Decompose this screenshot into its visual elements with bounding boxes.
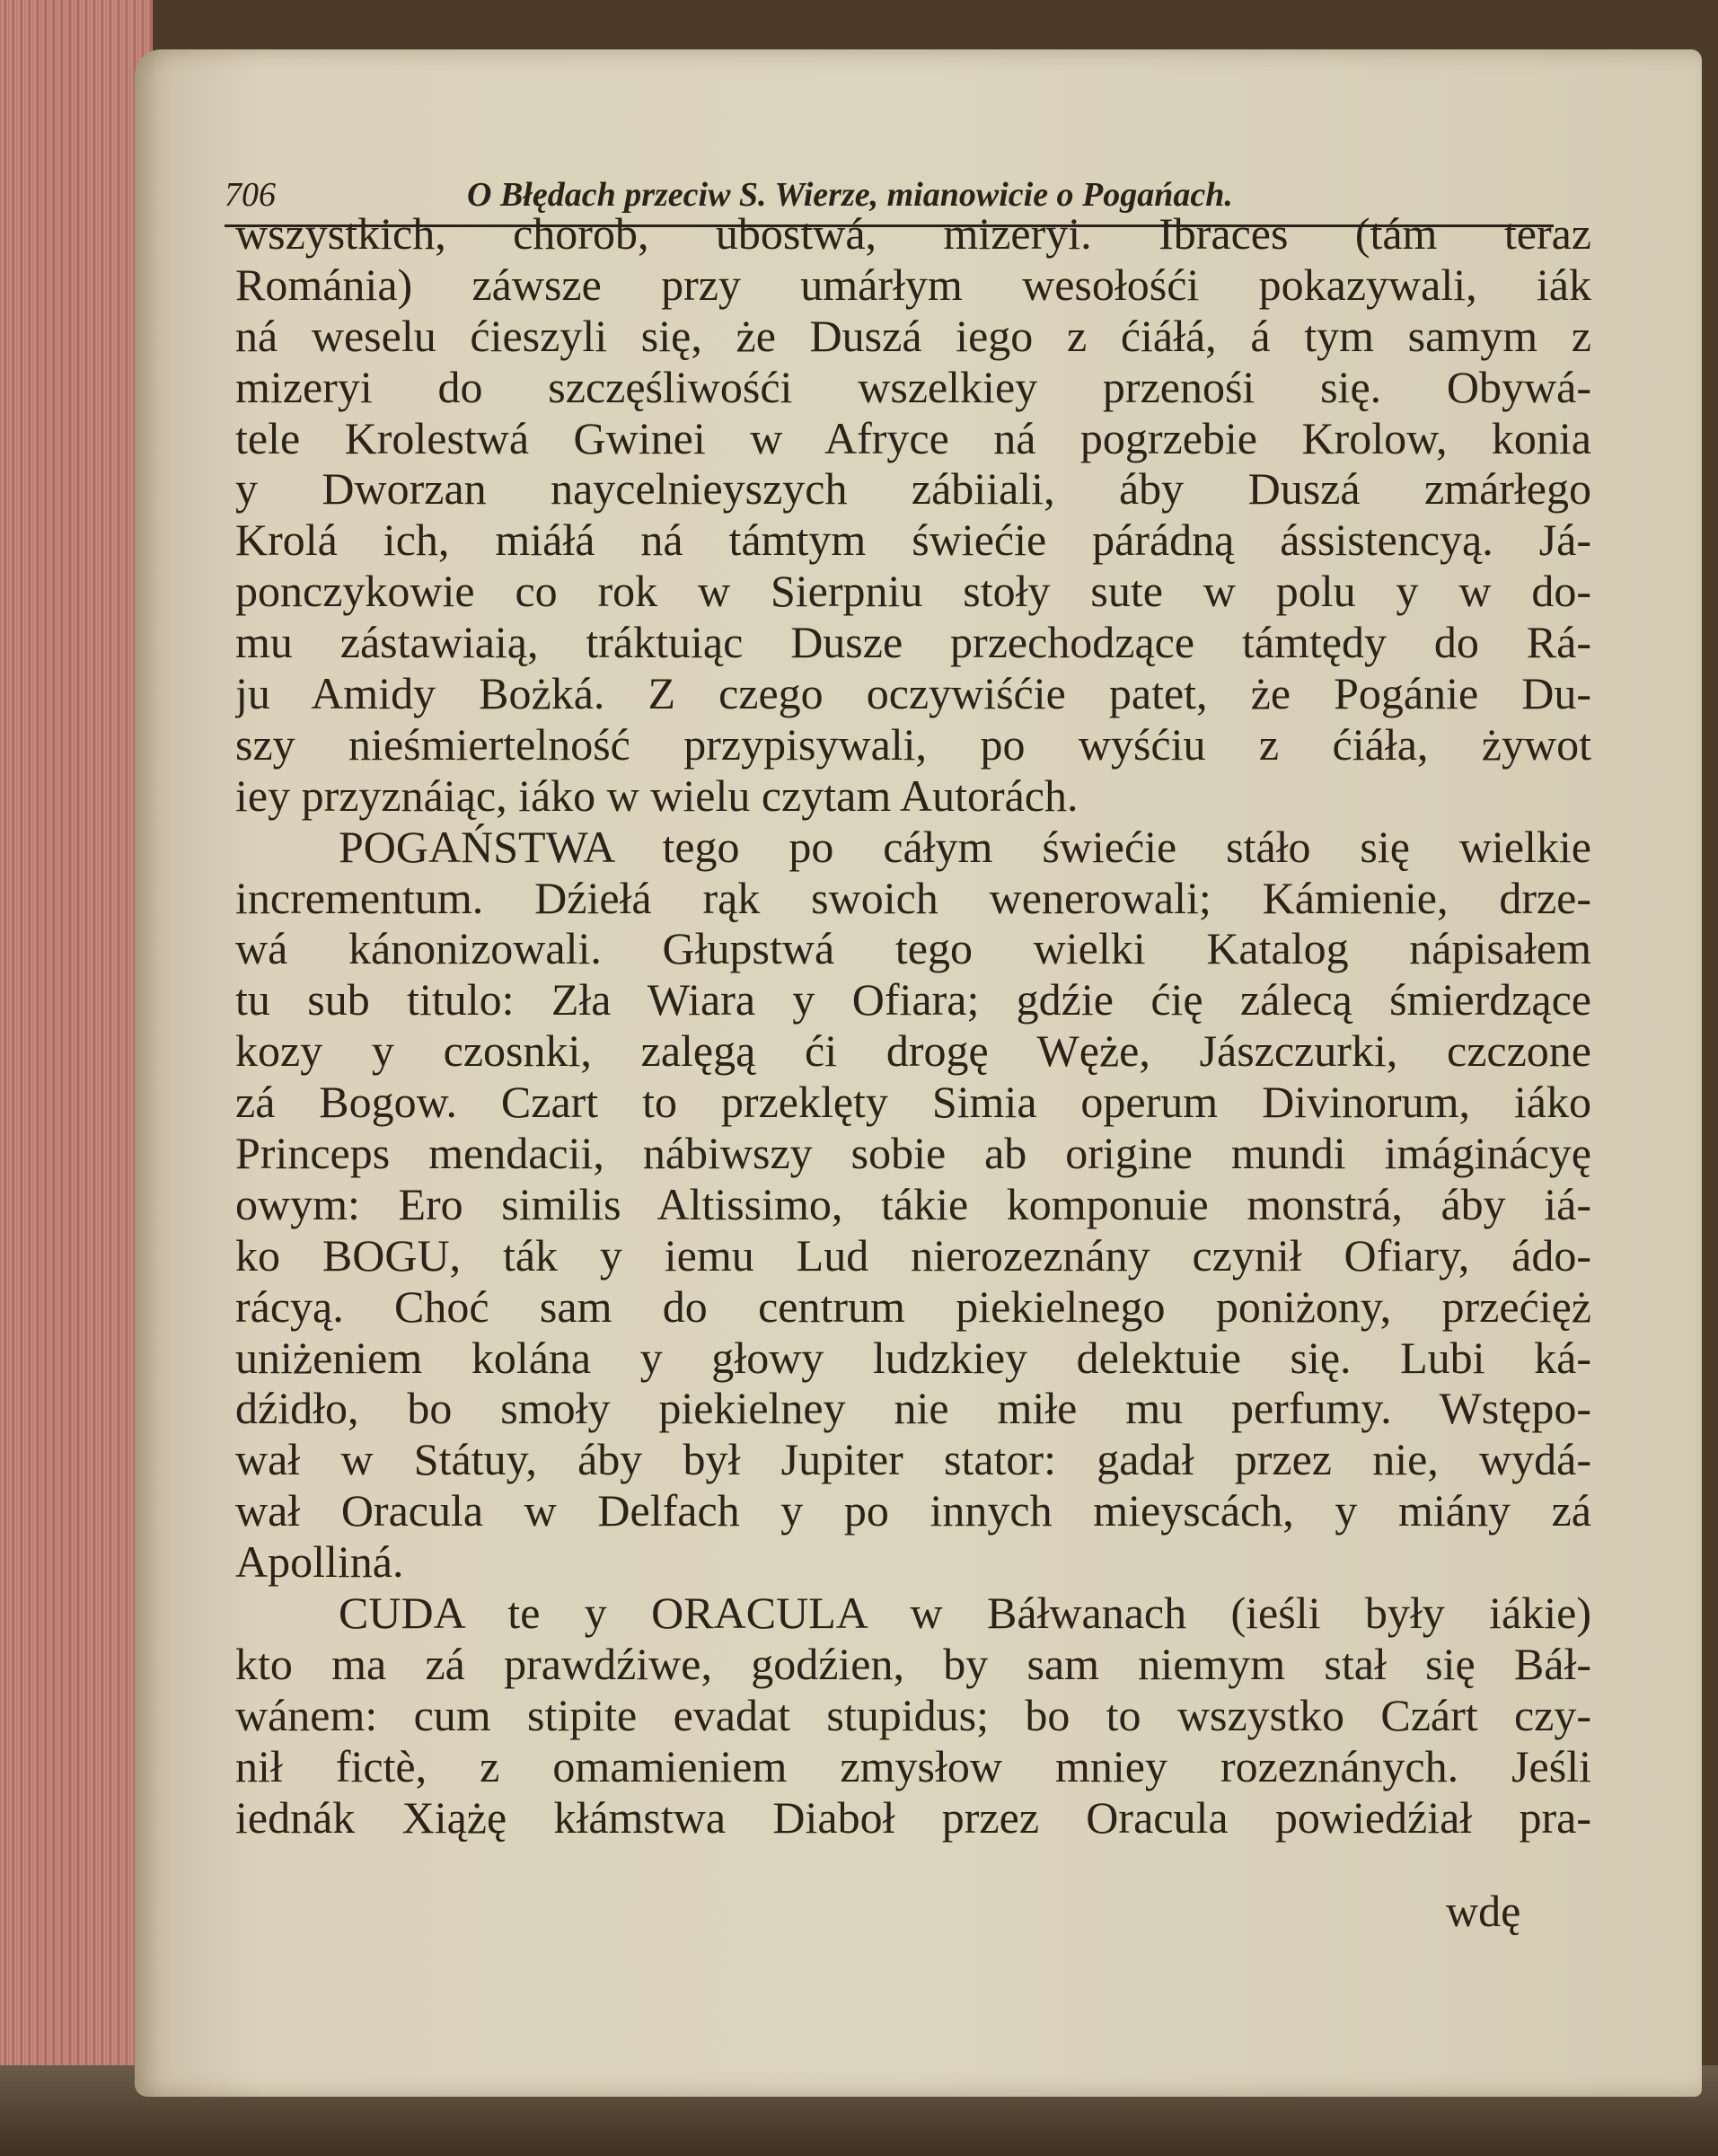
- text-line: Románia) záwsze przy umárłym wesołośći pokazywali, iák: [235, 259, 1591, 310]
- text-line: dźidło, bo smoły piekielney nie miłe mu perfumy. Wstępo-: [235, 1383, 1591, 1434]
- running-title: O Błędach przeciw S. Wierze, mianowicie o Pogańach.: [467, 176, 1233, 214]
- text-line: kto ma zá prawdźiwe, godźien, by sam niemym stał się Báł-: [235, 1638, 1591, 1689]
- text-line: iednák Xiążę kłámstwa Diaboł przez Oracula powiedźiał pra-: [235, 1791, 1591, 1843]
- paragraph-start-line: POGAŃSTWA tego po cáłym świećie stáło się wielkie: [339, 821, 1591, 872]
- text-line: tele Krolestwá Gwinei w Afryce ná pogrzebie Krolow, konia: [235, 412, 1591, 463]
- text-line: kozy y czosnki, zalęgą ći drogę Węże, Jászczurki, czczone: [235, 1025, 1591, 1077]
- text-line: rácyą. Choć sam do centrum piekielnego poniżony, przećięż: [235, 1280, 1591, 1332]
- text-line: owym: Ero similis Altissimo, tákie komponuie monstrá, áby iá-: [235, 1178, 1591, 1229]
- text-line: ponczykowie co rok w Sierpniu stoły sute w polu y w do-: [235, 566, 1591, 617]
- catchword: wdę: [1446, 1886, 1521, 1936]
- text-line: nił fictè, z omamieniem zmysłow mniey rozeznánych. Jeśli: [235, 1740, 1591, 1791]
- text-line: Princeps mendacii, nábiwszy sobie ab origine mundi imáginácyę: [235, 1128, 1591, 1179]
- text-line: y Dworzan naycelnieyszych zábiiali, áby Duszá zmárłego: [235, 463, 1591, 515]
- text-line: mizeryi do szczęśliwośći wszelkiey przenośi się. Obywá-: [235, 361, 1591, 412]
- book-page-edges: [0, 0, 153, 2156]
- text-line: Krolá ich, miáłá ná támtym świećie párádną ássistencyą. Já-: [235, 515, 1591, 566]
- text-line: wał Oracula w Delfach y po innych mieyscách, y miány zá: [235, 1485, 1591, 1536]
- text-line: szy nieśmiertelność przypisywali, po wyśćiu z ćiáła, żywot: [235, 718, 1591, 770]
- text-line: incrementum. Dźiełá rąk swoich wenerowali; Kámienie, drze-: [235, 872, 1591, 923]
- text-line: wá kánonizowali. Głupstwá tego wielki Katalog nápisałem: [235, 923, 1591, 974]
- text-line: ju Amidy Bożká. Z czego oczywiśćie patet, że Pogánie Du-: [235, 668, 1591, 719]
- text-line: zá Bogow. Czart to przeklęty Simia operum Divinorum, iáko: [235, 1077, 1591, 1128]
- text-line: ko BOGU, ták y iemu Lud nierozeznány czynił Ofiary, ádo-: [235, 1229, 1591, 1280]
- text-line: wał w Státuy, áby był Jupiter stator: gadał przez nie, wydá-: [235, 1434, 1591, 1485]
- text-line: ná weselu ćieszyli się, że Duszá iego z ćiáłá, á tym samym z: [235, 310, 1591, 361]
- text-line: uniżeniem kolána y głowy ludzkiey delektuie się. Lubi ká-: [235, 1332, 1591, 1383]
- page-number: 706: [225, 176, 276, 214]
- paragraph-start-line: CUDA te y ORACULA w Báłwanach (ieśli były iákie): [339, 1588, 1591, 1639]
- text-line: tu sub titulo: Zła Wiara y Ofiara; gdźie ćię zálecą śmierdzące: [235, 974, 1591, 1025]
- text-line: wszystkich, chorob, ubostwá, mizeryi. Ibraces (tám teraz: [235, 208, 1591, 259]
- text-line: wánem: cum stipite evadat stupidus; bo to wszystko Czárt czy-: [235, 1689, 1591, 1740]
- text-line: Apolliná.: [235, 1536, 404, 1588]
- body-text: [235, 208, 1591, 1844]
- text-line: mu zástawiaią, tráktuiąc Dusze przechodzące támtędy do Rá-: [235, 617, 1591, 668]
- text-line: iey przyznáiąc, iáko w wielu czytam Autorách.: [235, 770, 1079, 821]
